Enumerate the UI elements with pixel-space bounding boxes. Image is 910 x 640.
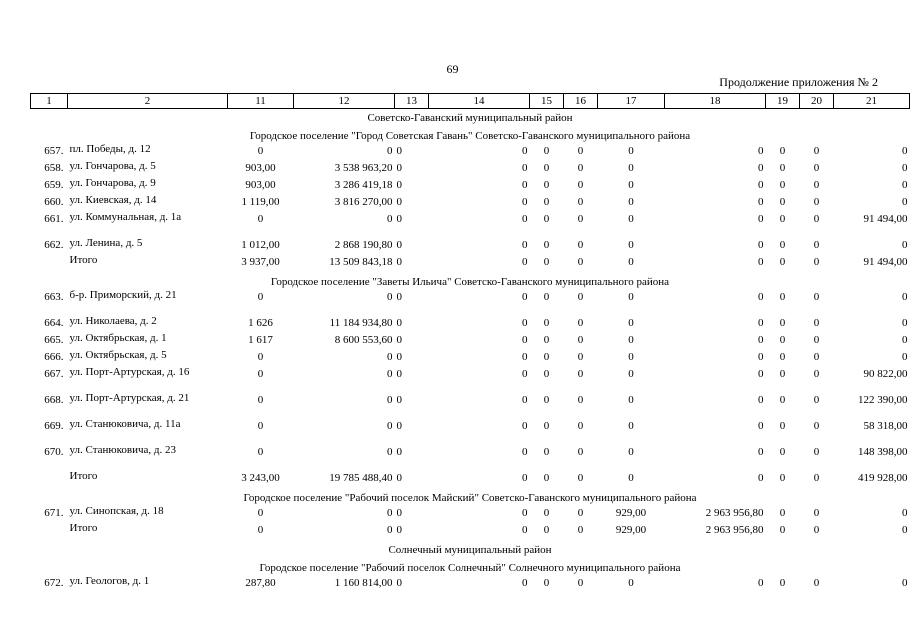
value-cell: 0 (522, 368, 528, 380)
column-header: 14 (429, 94, 530, 109)
section-heading-row (31, 109, 910, 128)
value-cell: 1 626 (248, 317, 273, 329)
table-row (31, 239, 910, 256)
value-cell: 0 (628, 472, 634, 484)
address-cell: ул. Коммунальная, д. 1а (69, 211, 182, 223)
value-cell: 58 318,00 (863, 420, 908, 432)
value-cell: 0 (543, 179, 550, 191)
value-cell: 287,80 (245, 577, 276, 589)
value-cell: 0 (543, 145, 550, 157)
value-cell: 0 (522, 472, 528, 484)
value-cell: 2 963 956,80 (705, 507, 764, 519)
value-cell: 0 (522, 524, 528, 536)
value-cell: 929,00 (615, 524, 647, 536)
value-cell: 929,00 (615, 507, 647, 519)
address-cell: ул. Октябрьская, д. 1 (69, 332, 167, 344)
subsection-heading: Городское поселение "Город Советская Гавань" Советско-Гаванского муниципального района (249, 130, 691, 142)
value-cell: 0 (779, 351, 786, 363)
total-row (31, 524, 910, 541)
value-cell: 903,00 (245, 179, 276, 191)
table-row (31, 145, 910, 162)
address-cell: ул. Ленина, д. 5 (69, 237, 143, 249)
value-cell: 0 (902, 145, 908, 157)
value-cell: 0 (257, 507, 264, 519)
value-cell: 0 (902, 179, 908, 191)
appendix-title: Продолжение приложения № 2 (719, 75, 878, 89)
value-cell: 0 (758, 420, 764, 432)
value-cell: 0 (628, 420, 634, 432)
value-cell: 0 (387, 446, 393, 458)
value-cell: 0 (902, 239, 908, 251)
row-number: 671. (44, 507, 64, 519)
value-cell: 0 (396, 420, 402, 432)
column-header: 15 (530, 94, 564, 109)
value-cell: 0 (577, 394, 584, 406)
value-cell: 90 822,00 (863, 368, 908, 380)
table-row (31, 507, 910, 524)
value-cell: 0 (543, 507, 550, 519)
value-cell: 0 (387, 394, 393, 406)
value-cell: 0 (628, 162, 634, 174)
table-row (31, 291, 910, 317)
value-cell: 0 (396, 472, 402, 484)
address-cell: ул. Станюковича, д. 23 (69, 444, 177, 456)
value-cell: 19 785 488,40 (329, 472, 393, 484)
value-cell: 0 (522, 179, 528, 191)
value-cell: 0 (813, 351, 820, 363)
value-cell: 0 (543, 446, 550, 458)
value-cell: 0 (758, 472, 764, 484)
value-cell: 0 (813, 420, 820, 432)
subsection-heading-row (31, 127, 910, 145)
value-cell: 0 (577, 145, 584, 157)
value-cell: 13 509 843,18 (329, 256, 393, 268)
column-header: 19 (766, 94, 800, 109)
value-cell: 0 (257, 394, 264, 406)
address-cell: Итого (69, 522, 98, 534)
value-cell: 0 (387, 524, 393, 536)
value-cell: 0 (758, 317, 764, 329)
value-cell: 0 (779, 394, 786, 406)
value-cell: 0 (257, 351, 264, 363)
address-cell: Итого (69, 470, 98, 482)
row-number: 672. (44, 577, 64, 589)
value-cell: 0 (628, 334, 634, 346)
value-cell: 8 600 553,60 (334, 334, 393, 346)
value-cell: 0 (902, 291, 908, 303)
column-header: 2 (68, 94, 228, 109)
value-cell: 0 (543, 577, 550, 589)
value-cell: 0 (543, 291, 550, 303)
value-cell: 0 (522, 291, 528, 303)
value-cell: 0 (628, 145, 634, 157)
value-cell: 91 494,00 (863, 256, 908, 268)
value-cell: 0 (396, 577, 402, 589)
table-row (31, 394, 910, 420)
column-header: 1 (31, 94, 68, 109)
value-cell: 0 (577, 317, 584, 329)
table-row (31, 577, 910, 594)
value-cell: 0 (902, 334, 908, 346)
value-cell: 0 (577, 368, 584, 380)
value-cell: 0 (396, 179, 402, 191)
value-cell: 0 (628, 256, 634, 268)
value-cell: 0 (628, 239, 634, 251)
value-cell: 3 538 963,20 (334, 162, 393, 174)
column-header: 16 (564, 94, 598, 109)
row-number: 660. (44, 196, 64, 208)
value-cell: 0 (396, 145, 402, 157)
value-cell: 2 868 190,80 (334, 239, 393, 251)
value-cell: 0 (902, 507, 908, 519)
value-cell: 0 (396, 162, 402, 174)
value-cell: 2 963 956,80 (705, 524, 764, 536)
value-cell: 0 (813, 239, 820, 251)
value-cell: 0 (779, 472, 786, 484)
address-cell: ул. Октябрьская, д. 5 (69, 349, 167, 361)
subsection-heading: Городское поселение "Рабочий поселок Солнечный" Солнечного муниципального района (259, 562, 681, 574)
value-cell: 0 (779, 420, 786, 432)
value-cell: 0 (813, 145, 820, 157)
row-number (31, 524, 68, 541)
value-cell: 0 (577, 446, 584, 458)
subsection-heading-row (31, 559, 910, 577)
value-cell: 0 (902, 351, 908, 363)
value-cell: 0 (522, 213, 528, 225)
value-cell: 0 (628, 317, 634, 329)
value-cell: 0 (396, 239, 402, 251)
value-cell: 0 (387, 291, 393, 303)
value-cell: 0 (543, 472, 550, 484)
value-cell: 0 (628, 196, 634, 208)
header-row (31, 94, 910, 109)
value-cell: 0 (628, 446, 634, 458)
value-cell: 0 (522, 196, 528, 208)
value-cell: 0 (813, 507, 820, 519)
value-cell: 0 (577, 162, 584, 174)
value-cell: 0 (779, 317, 786, 329)
value-cell: 0 (396, 507, 402, 519)
value-cell: 0 (543, 317, 550, 329)
row-number: 662. (44, 239, 64, 251)
value-cell: 0 (577, 213, 584, 225)
value-cell: 0 (628, 394, 634, 406)
value-cell: 3 286 419,18 (334, 179, 393, 191)
total-row (31, 472, 910, 489)
data-table (30, 93, 910, 594)
table-row (31, 179, 910, 196)
value-cell: 3 243,00 (241, 472, 280, 484)
value-cell: 0 (758, 351, 764, 363)
subsection-heading: Городское поселение "Заветы Ильича" Советско-Гаванского муниципального района (270, 276, 670, 288)
value-cell: 0 (813, 334, 820, 346)
address-cell: ул. Гончарова, д. 5 (69, 160, 156, 172)
value-cell: 0 (758, 145, 764, 157)
row-number: 669. (44, 420, 64, 432)
value-cell: 0 (396, 256, 402, 268)
row-number: 659. (44, 179, 64, 191)
value-cell: 0 (396, 196, 402, 208)
address-cell: Итого (69, 254, 98, 266)
row-number: 664. (44, 317, 64, 329)
column-header: 13 (395, 94, 429, 109)
value-cell: 0 (396, 213, 402, 225)
value-cell: 0 (902, 162, 908, 174)
value-cell: 0 (813, 162, 820, 174)
section-heading: Солнечный муниципальный район (388, 544, 552, 556)
row-number: 670. (44, 446, 64, 458)
value-cell: 0 (257, 368, 264, 380)
value-cell: 0 (902, 577, 908, 589)
section-heading: Советско-Гаванский муниципальный район (367, 112, 573, 124)
page-number: 69 (446, 62, 459, 76)
value-cell: 0 (577, 196, 584, 208)
value-cell: 0 (813, 472, 820, 484)
value-cell: 0 (522, 351, 528, 363)
value-cell: 0 (396, 368, 402, 380)
value-cell: 0 (543, 394, 550, 406)
address-cell: ул. Порт-Артурская, д. 16 (69, 366, 190, 378)
value-cell: 0 (813, 196, 820, 208)
value-cell: 1 617 (248, 334, 273, 346)
value-cell: 0 (779, 291, 786, 303)
value-cell: 0 (396, 317, 402, 329)
value-cell: 0 (813, 256, 820, 268)
value-cell: 0 (522, 317, 528, 329)
value-cell: 0 (758, 196, 764, 208)
value-cell: 0 (577, 420, 584, 432)
value-cell: 0 (577, 577, 584, 589)
row-number: 657. (44, 145, 64, 157)
value-cell: 0 (396, 524, 402, 536)
value-cell: 0 (758, 179, 764, 191)
total-row (31, 256, 910, 273)
value-cell: 0 (902, 317, 908, 329)
value-cell: 0 (577, 256, 584, 268)
value-cell: 0 (522, 256, 528, 268)
value-cell: 0 (387, 507, 393, 519)
value-cell: 0 (628, 577, 634, 589)
column-header: 17 (598, 94, 665, 109)
value-cell: 0 (543, 256, 550, 268)
value-cell: 0 (387, 145, 393, 157)
value-cell: 0 (396, 291, 402, 303)
value-cell: 0 (257, 213, 264, 225)
value-cell: 0 (758, 334, 764, 346)
value-cell: 0 (522, 420, 528, 432)
value-cell: 0 (779, 196, 786, 208)
value-cell: 1 119,00 (241, 196, 280, 208)
value-cell: 0 (758, 256, 764, 268)
table-body (31, 109, 910, 595)
value-cell: 419 928,00 (858, 472, 908, 484)
value-cell: 0 (387, 351, 393, 363)
value-cell: 0 (813, 577, 820, 589)
value-cell: 0 (522, 162, 528, 174)
value-cell: 0 (779, 524, 786, 536)
value-cell: 0 (543, 368, 550, 380)
table-row (31, 446, 910, 472)
value-cell: 0 (396, 446, 402, 458)
value-cell: 0 (577, 179, 584, 191)
value-cell: 3 937,00 (241, 256, 280, 268)
value-cell: 1 160 814,00 (334, 577, 393, 589)
address-cell: ул. Порт-Артурская, д. 21 (69, 392, 190, 404)
value-cell: 91 494,00 (863, 213, 908, 225)
value-cell: 0 (813, 317, 820, 329)
address-cell: ул. Геологов, д. 1 (69, 575, 150, 587)
value-cell: 0 (758, 577, 764, 589)
value-cell: 0 (628, 368, 634, 380)
value-cell: 0 (628, 351, 634, 363)
column-header: 21 (834, 94, 910, 109)
value-cell: 0 (522, 145, 528, 157)
value-cell: 0 (628, 213, 634, 225)
value-cell: 0 (396, 334, 402, 346)
column-header: 11 (228, 94, 294, 109)
value-cell: 11 184 934,80 (329, 317, 393, 329)
value-cell: 0 (577, 291, 584, 303)
value-cell: 0 (758, 162, 764, 174)
value-cell: 0 (779, 239, 786, 251)
value-cell: 0 (779, 162, 786, 174)
value-cell: 1 012,00 (241, 239, 280, 251)
value-cell: 0 (813, 394, 820, 406)
value-cell: 0 (779, 213, 786, 225)
address-cell: ул. Станюковича, д. 11а (69, 418, 181, 430)
value-cell: 0 (543, 334, 550, 346)
row-number: 667. (44, 368, 64, 380)
address-cell: пл. Победы, д. 12 (69, 143, 151, 155)
row-number: 666. (44, 351, 64, 363)
value-cell: 0 (758, 394, 764, 406)
value-cell: 0 (779, 179, 786, 191)
value-cell: 0 (813, 368, 820, 380)
value-cell: 0 (522, 446, 528, 458)
value-cell: 0 (758, 213, 764, 225)
row-number: 665. (44, 334, 64, 346)
value-cell: 0 (758, 239, 764, 251)
section-heading-row (31, 541, 910, 559)
value-cell: 0 (577, 472, 584, 484)
value-cell: 0 (522, 239, 528, 251)
value-cell: 148 398,00 (858, 446, 908, 458)
value-cell: 0 (577, 334, 584, 346)
address-cell: ул. Николаева, д. 2 (69, 315, 157, 327)
value-cell: 0 (543, 196, 550, 208)
value-cell: 0 (779, 256, 786, 268)
value-cell: 0 (628, 291, 634, 303)
value-cell: 0 (779, 145, 786, 157)
value-cell: 0 (522, 577, 528, 589)
value-cell: 3 816 270,00 (334, 196, 393, 208)
table-row (31, 162, 910, 179)
address-cell: ул. Киевская, д. 14 (69, 194, 157, 206)
value-cell: 0 (902, 524, 908, 536)
row-number: 658. (44, 162, 64, 174)
value-cell: 0 (577, 524, 584, 536)
value-cell: 0 (758, 291, 764, 303)
value-cell: 0 (628, 179, 634, 191)
value-cell: 0 (577, 351, 584, 363)
value-cell: 0 (758, 446, 764, 458)
value-cell: 0 (577, 507, 584, 519)
row-number (31, 256, 68, 273)
table-row (31, 213, 910, 239)
value-cell: 0 (902, 196, 908, 208)
value-cell: 0 (522, 394, 528, 406)
value-cell: 0 (543, 213, 550, 225)
value-cell: 0 (396, 394, 402, 406)
address-cell: ул. Синопская, д. 18 (69, 505, 164, 517)
value-cell: 0 (257, 524, 264, 536)
value-cell: 0 (543, 351, 550, 363)
row-number (31, 472, 68, 489)
value-cell: 0 (813, 524, 820, 536)
value-cell: 0 (577, 239, 584, 251)
value-cell: 0 (543, 239, 550, 251)
column-header: 18 (665, 94, 766, 109)
row-number: 663. (44, 291, 64, 303)
value-cell: 0 (257, 145, 264, 157)
column-header: 20 (800, 94, 834, 109)
value-cell: 0 (813, 179, 820, 191)
value-cell: 0 (813, 291, 820, 303)
value-cell: 0 (387, 368, 393, 380)
value-cell: 0 (779, 334, 786, 346)
column-header: 12 (294, 94, 395, 109)
value-cell: 0 (779, 577, 786, 589)
value-cell: 0 (779, 507, 786, 519)
value-cell: 0 (813, 213, 820, 225)
value-cell: 0 (522, 507, 528, 519)
value-cell: 0 (387, 213, 393, 225)
value-cell: 0 (543, 162, 550, 174)
value-cell: 0 (813, 446, 820, 458)
value-cell: 0 (543, 420, 550, 432)
value-cell: 0 (396, 351, 402, 363)
value-cell: 0 (257, 446, 264, 458)
value-cell: 122 390,00 (858, 394, 908, 406)
address-cell: ул. Гончарова, д. 9 (69, 177, 156, 189)
value-cell: 0 (543, 524, 550, 536)
value-cell: 0 (257, 420, 264, 432)
row-number: 668. (44, 394, 64, 406)
subsection-heading: Городское поселение "Рабочий поселок Майский" Советско-Гаванского муниципального района (243, 492, 697, 504)
value-cell: 0 (779, 446, 786, 458)
row-number: 661. (44, 213, 64, 225)
value-cell: 903,00 (245, 162, 276, 174)
value-cell: 0 (522, 334, 528, 346)
table-row (31, 420, 910, 446)
value-cell: 0 (387, 420, 393, 432)
table-row (31, 368, 910, 394)
value-cell: 0 (758, 368, 764, 380)
value-cell: 0 (779, 368, 786, 380)
value-cell: 0 (257, 291, 264, 303)
address-cell: б-р. Приморский, д. 21 (69, 289, 177, 301)
